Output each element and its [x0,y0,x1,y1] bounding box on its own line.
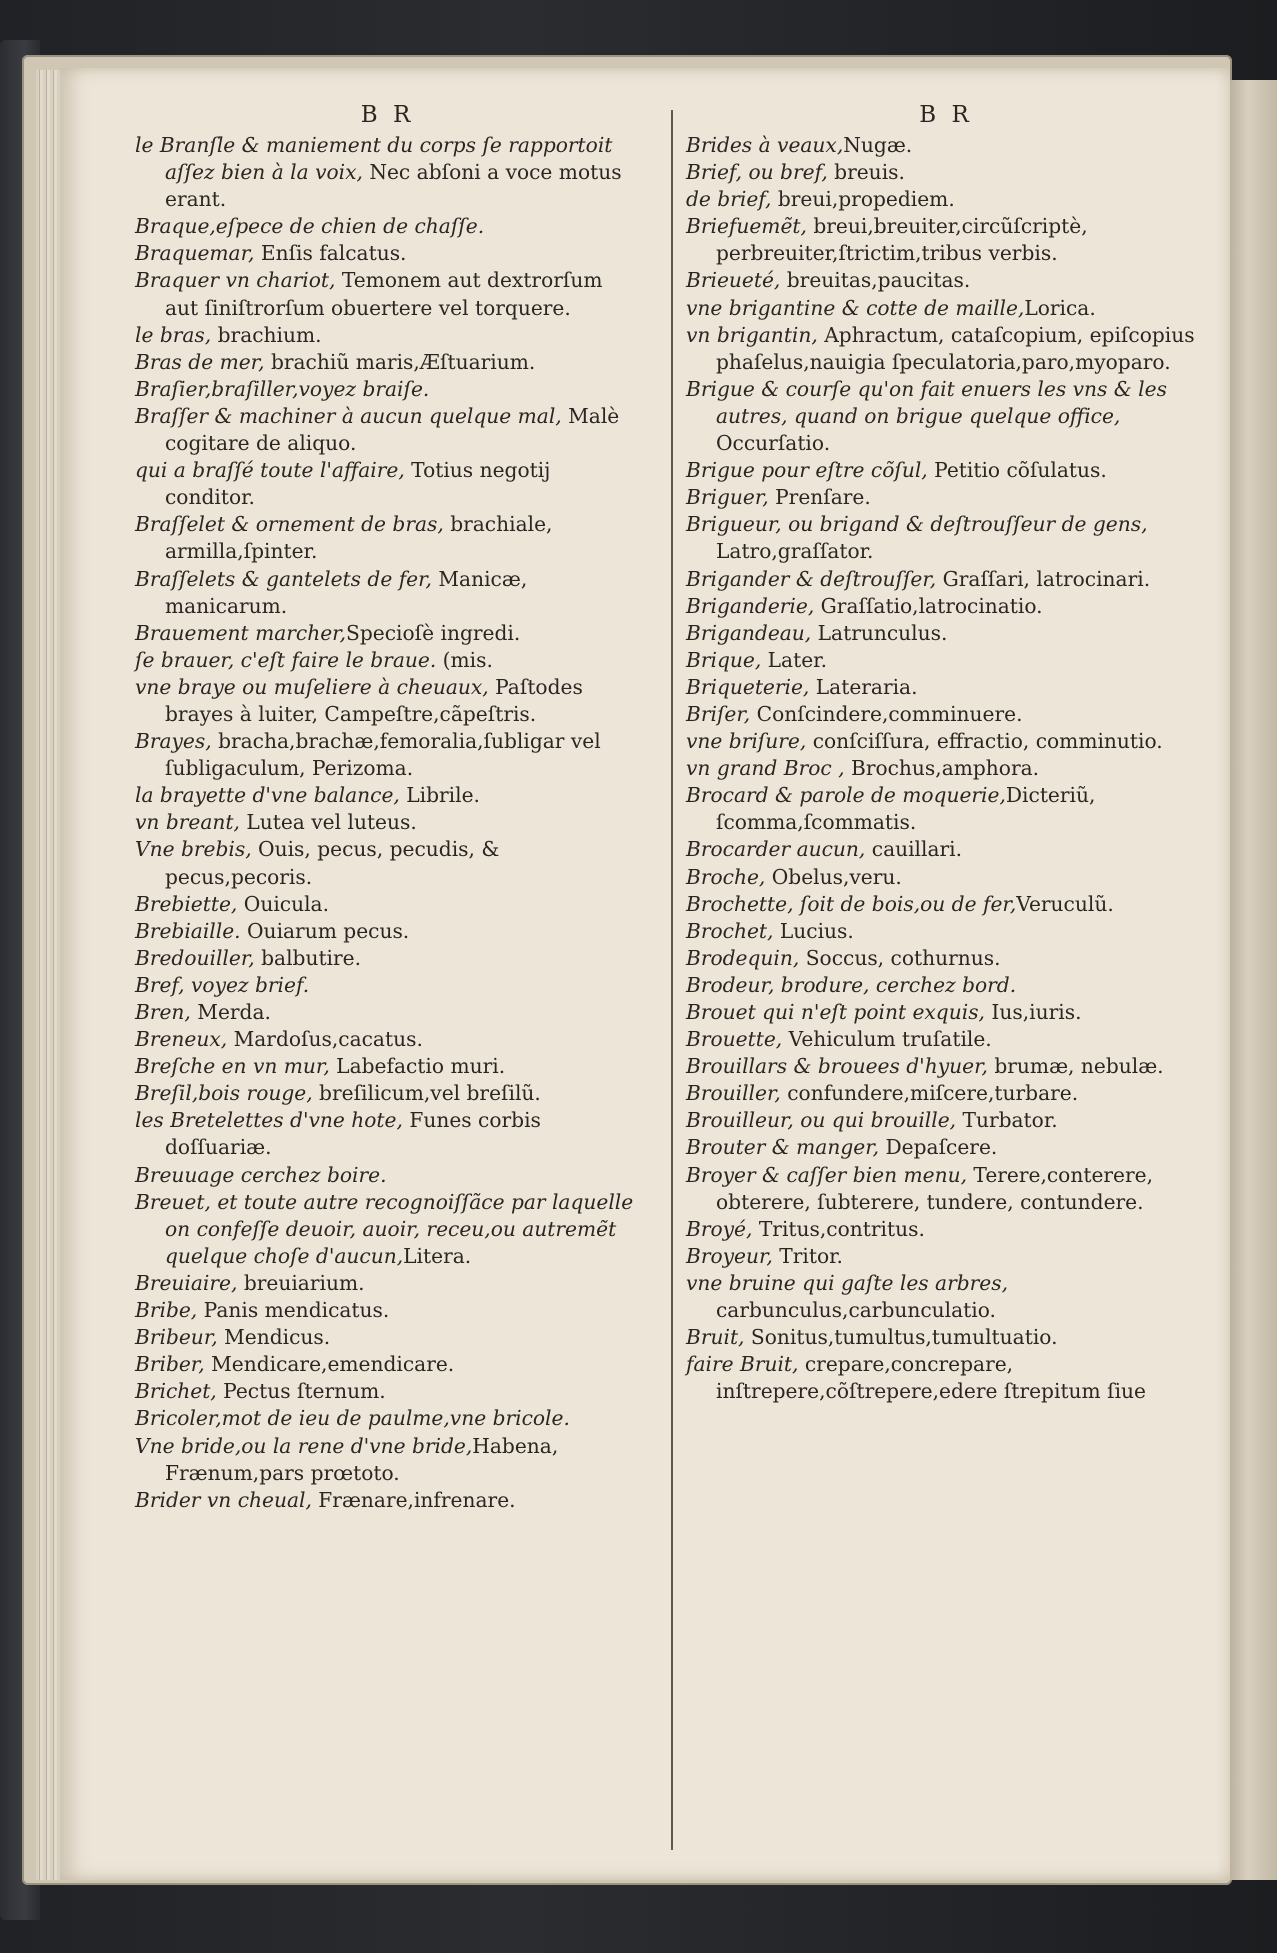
french-headword: Broyer & caſſer bien menu, [686,1162,967,1187]
dictionary-entry [686,1162,1206,1216]
french-headword: Broche, [686,864,766,889]
latin-gloss: Manicæ, manicarum. [165,566,528,618]
dictionary-entry [686,511,1206,565]
left-column-header: B R [360,102,415,128]
dictionary-entry [686,999,1206,1026]
latin-gloss: Prenſare. [768,485,871,510]
latin-gloss: breſilicum,vel breſilũ. [312,1081,541,1106]
latin-gloss: Litera. [403,1243,472,1268]
latin-gloss: Later. [761,647,828,672]
french-headword: Brebiaille. [135,918,241,943]
right-column-header: B R [919,102,973,128]
latin-gloss: Lorica. [1024,295,1096,320]
latin-gloss: Frænare,infrenare. [311,1487,516,1512]
dictionary-entry [686,728,1206,755]
dictionary-entry [686,972,1206,999]
french-headword: Brouette, [686,1027,783,1052]
dictionary-entry [686,1351,1206,1405]
french-headword: Braque,eſpece de chien de chaſſe. [135,214,485,239]
dictionary-entry [135,972,640,999]
latin-gloss: Merda. [190,1000,271,1024]
french-headword: vn breant, [135,810,240,835]
latin-gloss: Nec abſoni a voce motus erant. [165,160,622,212]
french-headword: Briqueterie, [686,674,810,699]
latin-gloss: Aphractum, cataſcopium, epiſcopius phaſelus,nauigia ſpeculatoria,paro,myoparo. [716,322,1195,374]
french-headword: Brouter & manger, [686,1135,880,1160]
dictionary-entry [135,836,640,890]
latin-gloss: Petitio cõſulatus. [927,458,1107,483]
dictionary-entry [135,1324,640,1351]
french-headword: qui a braſſé toute l'affaire, [135,458,405,483]
right-entry-list [686,132,1206,1405]
dictionary-entry [686,836,1206,863]
dictionary-entry [686,782,1206,836]
french-headword: Broyeur, [686,1243,773,1268]
dictionary-entry [686,1026,1206,1053]
french-headword: vne braye ou muſeliere à cheuaux, [135,674,489,699]
french-headword: vn brigantin, [686,322,818,347]
latin-gloss: conſciſſura, effractio, comminutio. [806,729,1163,754]
dictionary-entry [135,1053,640,1080]
latin-gloss: Ouicula. [237,891,330,916]
latin-gloss: Ouis, pecus, pecudis, & pecus,pecoris. [165,837,500,889]
latin-gloss: Lutea vel luteus. [239,810,417,835]
french-headword: Broyé, [686,1216,753,1241]
dictionary-entry [686,945,1206,972]
dictionary-entry [686,1243,1206,1270]
latin-gloss: Graſſatio,latrocinatio. [814,593,1043,618]
french-headword: Bref, voyez brief. [135,972,310,997]
latin-gloss: Totius negotij conditor. [165,458,551,510]
latin-gloss: Enſis falcatus. [254,241,407,266]
french-headword: Vne bride,ou la rene d'vne bride, [135,1433,473,1458]
dictionary-entry [135,1270,640,1297]
latin-gloss: Ius,iuris. [984,1000,1082,1024]
latin-gloss: Occurſatio. [716,431,831,456]
french-headword: Brochet, [686,918,774,943]
french-headword: Brocarder aucun, [686,837,866,862]
french-headword: Briſer, [686,701,751,726]
french-headword: Brocard & parole de moquerie, [686,783,1006,808]
french-headword: vn grand Broc , [686,756,845,781]
latin-gloss: Dicteriũ, ſcomma,ſcommatis. [716,783,1096,835]
latin-gloss: balbutire. [254,945,362,970]
latin-gloss: Tritor. [772,1243,843,1268]
dictionary-entry [686,1324,1206,1351]
dictionary-entry [135,1107,640,1161]
latin-gloss: Brochus,amphora. [844,756,1040,781]
latin-gloss: breuiarium. [237,1270,365,1295]
french-headword: Bras de mer, [135,349,265,374]
french-headword: Brigueur, ou brigand & deſtrouſſeur de gens, [686,512,1148,537]
latin-gloss: Tritus,contritus. [752,1216,925,1241]
latin-gloss: confundere,miſcere,turbare. [780,1081,1079,1106]
french-headword: le bras, [135,322,212,347]
french-headword: Breuet, et toute autre recognoiſſãce par laquelle on confeſſe deuoir, auoir, receu,ou autremẽt quelque choſe d'aucun, [135,1189,634,1268]
latin-gloss: Labefactio muri. [329,1054,506,1079]
latin-gloss: Conſcindere,comminuere. [750,701,1023,726]
french-headword: Brides à veaux, [686,133,844,157]
dictionary-entry [135,213,640,240]
french-headword: Bren, [135,1000,191,1024]
french-headword: vne bruine qui gaſte les arbres, [686,1270,1009,1295]
dictionary-entry [135,1378,640,1405]
latin-gloss: breui,breuiter,circũſcriptè, perbreuiter,ſtrictim,tribus verbis. [716,214,1088,266]
dictionary-entry [135,376,640,403]
french-headword: Braſſer & machiner à aucun quelque mal, [135,403,562,428]
french-headword: les Bretelettes d'vne hote, [135,1108,403,1133]
latin-gloss: crepare,concrepare, inſtrepere,cõſtrepere,edere ſtrepitum ſiue [716,1352,1146,1404]
french-headword: Breneux, [135,1027,228,1052]
dictionary-entry [686,755,1206,782]
french-headword: Brigandeau, [686,620,812,645]
latin-gloss: Depaſcere. [879,1135,998,1160]
dictionary-entry [686,376,1206,457]
dictionary-entry [135,782,640,809]
latin-gloss: Nugæ. [843,133,913,157]
dictionary-entry [135,1405,640,1432]
dictionary-entry [135,322,640,349]
french-headword: Brouilleur, ou qui brouille, [686,1108,957,1133]
french-headword: Bredouiller, [135,945,255,970]
right-column [686,100,1206,1405]
french-headword: Brigue pour eſtre cõſul, [686,458,928,483]
french-headword: Brebiette, [135,891,238,916]
dictionary-entry [135,511,640,565]
french-headword: Brouiller, [686,1081,781,1106]
dictionary-entry [135,1026,640,1053]
french-headword: Breſil,bois rouge, [135,1081,313,1106]
next-page-edge [1228,80,1277,1880]
dictionary-entry [686,891,1206,918]
latin-gloss: bracha,brachæ,femoralia,ſubligar vel ſubligaculum, Perizoma. [165,729,601,781]
french-headword: faire Bruit, [686,1352,799,1377]
french-headword: Brodeur, brodure, cerchez bord. [686,972,1017,997]
french-headword: la brayette d'vne balance, [135,783,400,808]
french-headword: Brochette, ſoit de bois,ou de fer, [686,891,1017,916]
dictionary-entry [686,1216,1206,1243]
dictionary-entry [135,349,640,376]
dictionary-entry [686,647,1206,674]
dictionary-entry [135,1351,640,1378]
french-headword: Braquer vn chariot, [135,268,336,293]
latin-gloss: brumæ, nebulæ. [987,1054,1164,1079]
french-headword: Briber, [135,1352,205,1377]
dictionary-entry [686,864,1206,891]
french-headword: Brique, [686,647,762,672]
french-headword: le Branſle & maniement du corps ſe rapportoit aſſez bien à la voix, [135,133,613,185]
latin-gloss: Paſtodes brayes à luiter, Campeſtre,cãpeſtris. [165,674,583,726]
dictionary-entry [135,403,640,457]
latin-gloss: Mardoſus,cacatus. [227,1027,423,1052]
dictionary-entry [135,647,640,674]
dictionary-entry [686,1107,1206,1134]
french-headword: Brouillars & brouees d'hyuer, [686,1054,988,1079]
latin-gloss: cauillari. [865,837,963,862]
latin-gloss: brachiale, armilla,ſpinter. [165,512,553,564]
latin-gloss: brachiũ maris,Æſtuarium. [264,349,536,374]
latin-gloss: Librile. [399,783,480,808]
french-headword: Braquemar, [135,241,255,266]
latin-gloss: Malè cogitare de aliquo. [165,403,620,456]
left-column [135,100,640,1514]
latin-gloss: Habena, Frænum,pars prœtoto. [165,1433,559,1485]
dictionary-entry [686,132,1206,159]
french-headword: Briefuemẽt, [686,214,807,239]
dictionary-entry [686,1134,1206,1161]
dictionary-entry [686,674,1206,701]
french-headword: Bricoler,mot de ieu de paulme,vne bricole. [135,1406,570,1431]
latin-gloss: Graſſari, latrocinari. [936,566,1151,591]
dictionary-entry [686,1270,1206,1324]
latin-gloss: Lateraria. [809,674,918,699]
french-headword: Brider vn cheual, [135,1487,312,1512]
dictionary-entry [135,891,640,918]
dictionary-entry [135,1433,640,1487]
french-headword: Briganderie, [686,593,815,618]
latin-gloss: Funes corbis doſſuariæ. [165,1108,541,1160]
dictionary-entry [135,809,640,836]
dictionary-entry [686,159,1206,186]
dictionary-entry [135,267,640,321]
latin-gloss: Vehiculum truſatile. [782,1027,992,1052]
dictionary-entry [135,457,640,511]
dictionary-entry [135,1162,640,1189]
dictionary-entry [135,620,640,647]
french-headword: Brigander & deſtrouſſer, [686,566,937,591]
latin-gloss: Terere,conterere, obterere, ſubterere, tundere, contundere. [716,1162,1154,1214]
latin-gloss: Ouiarum pecus. [240,918,410,943]
latin-gloss: breuis. [827,160,905,185]
dictionary-entry [686,322,1206,376]
dictionary-entry [686,1053,1206,1080]
french-headword: vne briſure, [686,729,807,754]
french-headword: Briguer, [686,485,769,510]
latin-gloss: brachium. [211,322,322,347]
dictionary-entry [686,918,1206,945]
dictionary-entry [686,295,1206,322]
dictionary-entry [686,620,1206,647]
french-headword: Bribeur, [135,1325,218,1350]
dictionary-entry [135,240,640,267]
latin-gloss: Temonem aut dextrorſum aut ſiniſtrorſum obuertere vel torquere. [165,268,603,320]
dictionary-entry [686,457,1206,484]
french-headword: Vne brebis, [135,837,252,862]
latin-gloss: Turbator. [956,1108,1058,1133]
latin-gloss: carbunculus,carbunculatio. [716,1298,996,1323]
latin-gloss: Specioſè ingredi. [346,620,521,645]
latin-gloss: Latro,graſſator. [716,539,874,564]
french-headword: vne brigantine & cotte de maille, [686,295,1025,320]
dictionary-entry [686,213,1206,267]
french-headword: Braſier,braſiller,voyez braiſe. [135,376,430,401]
french-headword: Breuuage cerchez boire. [135,1162,387,1187]
latin-gloss: Lucius. [773,918,854,943]
dictionary-entry [135,1189,640,1270]
dictionary-entry [686,186,1206,213]
dictionary-entry [135,945,640,972]
dictionary-entry [686,267,1206,294]
french-headword: Bribe, [135,1298,198,1323]
latin-gloss: Latrunculus. [811,620,948,645]
latin-gloss: (mis. [436,647,493,672]
french-headword: Brieueté, [686,268,781,293]
dictionary-entry [135,674,640,728]
french-headword: Breuiaire, [135,1270,238,1295]
french-headword: Brichet, [135,1379,217,1404]
dictionary-entry [686,593,1206,620]
dictionary-entry [686,566,1206,593]
french-headword: de brief, [686,187,772,212]
french-headword: Bruit, [686,1325,745,1350]
dictionary-entry [135,728,640,782]
left-entry-list [135,132,640,1514]
dictionary-entry [686,1080,1206,1107]
latin-gloss: breuitas,paucitas. [780,268,971,293]
latin-gloss: Panis mendicatus. [197,1298,390,1323]
dictionary-entry [135,918,640,945]
latin-gloss: Mendicus. [217,1325,331,1350]
french-headword: Brayes, [135,729,212,754]
latin-gloss: Veruculũ. [1016,891,1114,916]
french-headword: Breſche en vn mur, [135,1054,330,1079]
dictionary-entry [135,566,640,620]
french-headword: Brodequin, [686,945,800,970]
latin-gloss: Mendicare,emendicare. [204,1352,455,1377]
dictionary-entry [135,132,640,213]
french-headword: Braſſelet & ornement de bras, [135,512,444,537]
french-headword: Brouet qui n'eſt point exquis, [686,1000,985,1024]
dictionary-entry [135,1080,640,1107]
latin-gloss: Obelus,veru. [765,864,902,889]
latin-gloss: Sonitus,tumultus,tumultuatio. [744,1325,1058,1350]
latin-gloss: breui,propediem. [771,187,955,212]
dictionary-entry [135,1487,640,1514]
latin-gloss: Soccus, cothurnus. [799,945,1001,970]
dictionary-entry [686,484,1206,511]
french-headword: Brauement marcher, [135,620,347,645]
french-headword: ſe brauer, c'eſt faire le braue. [135,647,437,672]
column-divider [671,110,673,1850]
french-headword: Braſſelets & gantelets de fer, [135,566,432,591]
french-headword: Brigue & courſe qu'on fait enuers les vns & les autres, quand on brigue quelque office, [686,376,1167,428]
dictionary-entry [135,1297,640,1324]
dictionary-entry [686,701,1206,728]
dictionary-entry [135,999,640,1026]
latin-gloss: Pectus ſternum. [216,1379,386,1404]
french-headword: Brief, ou bref, [686,160,828,185]
